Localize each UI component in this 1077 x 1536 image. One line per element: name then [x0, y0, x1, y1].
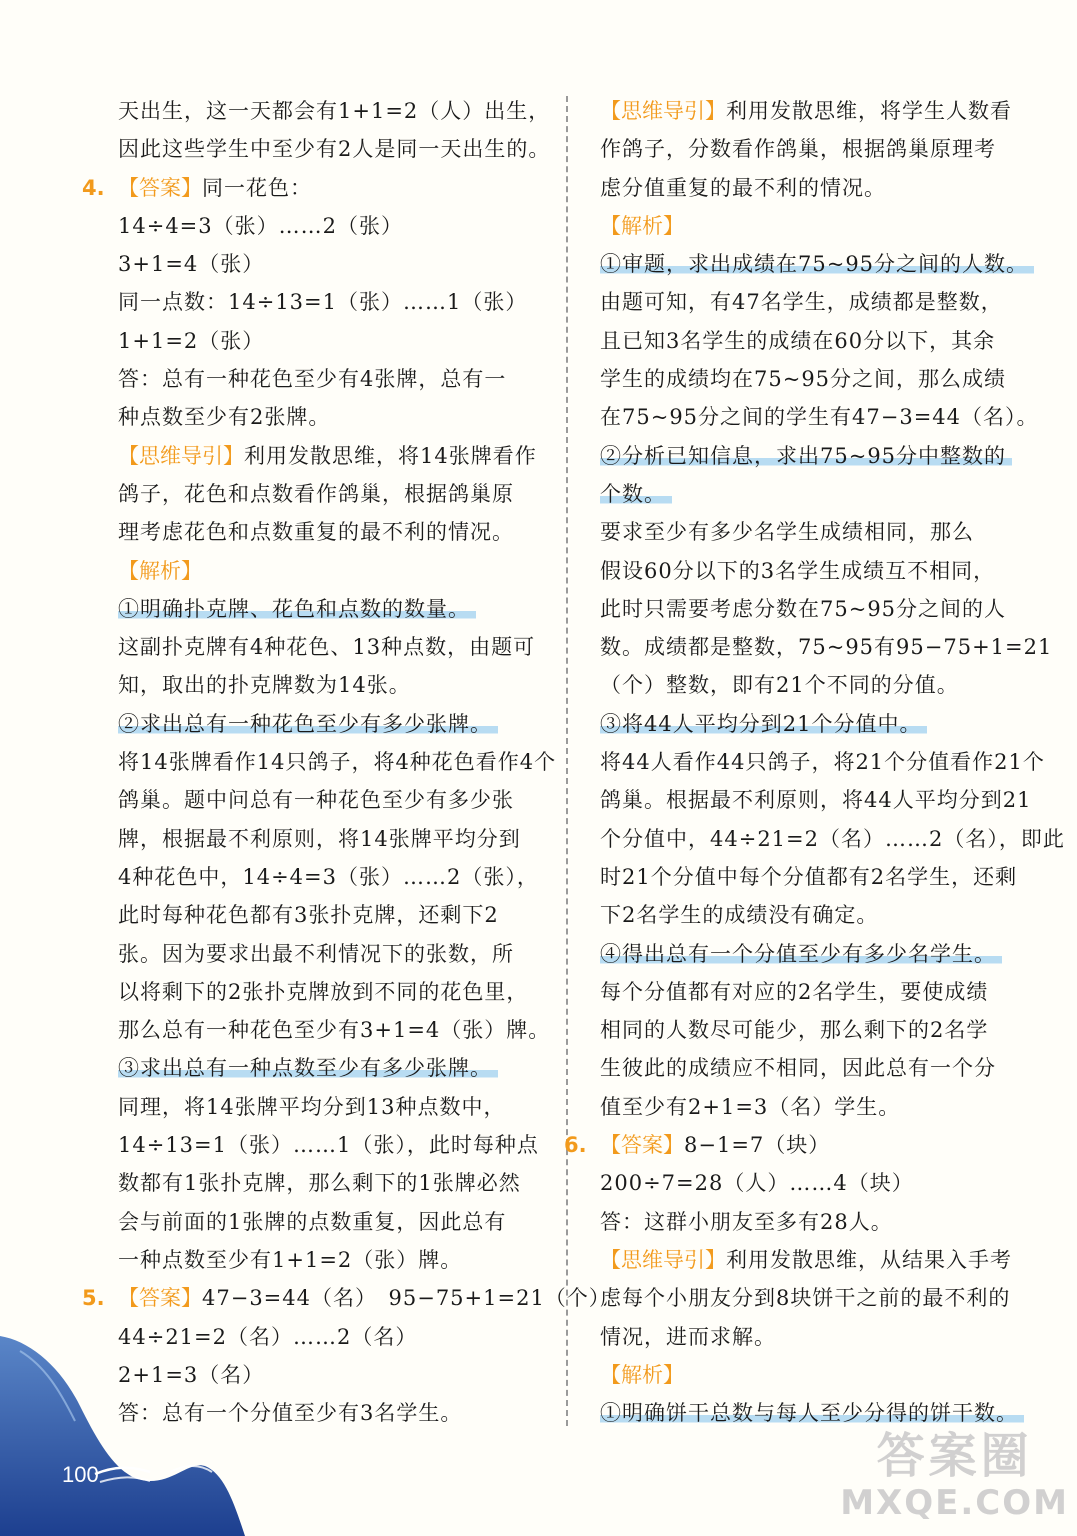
text-line — [118, 973, 550, 1011]
line-text: 1+1=2（张） — [118, 328, 265, 353]
text-line — [118, 437, 550, 475]
corner-wave-decoration — [0, 1296, 250, 1536]
text-line — [118, 1088, 550, 1126]
line-text: 相同的人数尽可能少，那么剩下的2名学 — [600, 1018, 989, 1043]
text-line — [118, 705, 550, 743]
text-line — [600, 475, 1030, 513]
text-line — [118, 322, 550, 360]
line-text: 利用发散思维，从结果入手考 — [726, 1247, 1012, 1272]
text-line — [600, 590, 1030, 628]
line-text: 天出生，这一天都会有1+1=2（人）出生， — [118, 99, 551, 123]
line-text: 200÷7=28（人）……4（块） — [600, 1171, 914, 1196]
text-line — [118, 283, 550, 321]
line-text: 情况，进而求解。 — [600, 1324, 776, 1349]
text-line — [600, 1318, 1030, 1356]
text-line — [600, 781, 1030, 819]
text-line — [600, 743, 1045, 781]
step-heading: ②分析已知信息，求出75~95分中整数的 — [600, 444, 1012, 468]
line-text: 且已知3名学生的成绩在60分以下，其余 — [600, 328, 996, 353]
line-text: 3+1=4（张） — [118, 252, 265, 277]
line-text: 答：这群小朋友至多有28人。 — [600, 1209, 893, 1234]
section-tag: 【答案】 — [118, 1286, 202, 1311]
line-text: 同一花色： — [202, 175, 312, 200]
line-text: 鸽子，花色和点数看作鸽巢，根据鸽巢原 — [118, 481, 514, 506]
text-line — [118, 1241, 550, 1279]
text-line — [118, 743, 557, 781]
text-line — [118, 475, 550, 513]
line-text: 理考虑花色和点数重复的最不利的情况。 — [118, 520, 514, 545]
text-line — [600, 820, 1065, 858]
line-text: 由题可知，有47名学生，成绩都是整数， — [600, 290, 1003, 315]
text-line — [600, 1049, 1030, 1087]
text-line — [600, 360, 1030, 398]
line-text: 14÷4=3（张）……2（张） — [118, 213, 403, 238]
column-divider — [566, 96, 568, 1426]
text-line — [82, 169, 550, 207]
text-line — [600, 169, 1030, 207]
line-text: 同一点数：14÷13=1（张）……1（张） — [118, 290, 528, 315]
line-text: 利用发散思维，将14张牌看作 — [244, 443, 537, 468]
page-number: 100 — [62, 1462, 99, 1487]
line-text: 以将剩下的2张扑克牌放到不同的花色里， — [118, 979, 529, 1004]
text-line — [600, 1394, 1030, 1432]
line-text: 学生的成绩均在75~95分之间，那么成绩 — [600, 367, 1007, 392]
line-text: 生彼此的成绩应不相同，因此总有一个分 — [600, 1056, 996, 1081]
text-line — [118, 858, 550, 896]
line-text: 2+1=3（名） — [118, 1362, 265, 1387]
step-heading: ③将44人平均分到21个分值中。 — [600, 712, 927, 736]
line-text: 将44人看作44只鸽子，将21个分值看作21个 — [600, 750, 1045, 775]
text-line — [118, 130, 550, 168]
text-line — [600, 130, 1030, 168]
line-text: 数。成绩都是整数，75~95有95−75+1=21 — [600, 635, 1053, 660]
line-text: 虑每个小朋友分到8块饼干之前的最不利的 — [600, 1286, 1011, 1311]
text-line — [118, 781, 550, 819]
text-line — [600, 552, 1030, 590]
text-line — [118, 1203, 550, 1241]
step-heading: ③求出总有一种点数至少有多少张牌。 — [118, 1056, 498, 1080]
watermark-url: MXQE.COM — [840, 1483, 1069, 1523]
text-line — [600, 398, 1039, 436]
section-tag: 【答案】 — [118, 175, 202, 200]
text-line — [118, 1049, 550, 1087]
step-heading: ①明确扑克牌、花色和点数的数量。 — [118, 597, 476, 621]
line-text: 4种花色中，14÷4=3（张）……2（张）， — [118, 864, 539, 889]
line-text: 下2名学生的成绩没有确定。 — [600, 903, 879, 928]
text-line — [600, 1356, 1030, 1394]
text-line — [118, 245, 550, 283]
watermark-main: 答案圈 — [876, 1428, 1033, 1484]
text-line — [600, 1203, 1030, 1241]
text-line — [118, 552, 550, 590]
watermark — [840, 1428, 1069, 1522]
text-line — [600, 1164, 1030, 1202]
step-heading: ④得出总有一个分值至少有多少名学生。 — [600, 942, 1002, 966]
text-line — [600, 207, 1030, 245]
line-text: 8−1=7（块） — [684, 1133, 831, 1158]
line-text: 将14张牌看作14只鸽子，将4种花色看作4个 — [118, 750, 557, 775]
line-text: 答：总有一种花色至少有4张牌，总有一 — [118, 367, 507, 392]
line-text: 知，取出的扑克牌数为14张。 — [118, 673, 411, 698]
line-text: 时21个分值中每个分值都有2名学生，还剩 — [600, 864, 1018, 889]
text-line — [600, 628, 1053, 666]
line-text: 种点数至少有2张牌。 — [118, 405, 331, 430]
line-text: 那么总有一种花色至少有3+1=4（张）牌。 — [118, 1018, 551, 1043]
line-text: 此时只需要考虑分数在75~95分之间的人 — [600, 596, 1007, 621]
line-text: 14÷13=1（张）……1（张），此时每种点 — [118, 1133, 539, 1158]
line-text: 鸽巢。根据最不利原则，将44人平均分到21 — [600, 788, 1032, 813]
section-tag: 【答案】 — [600, 1133, 684, 1158]
line-text: 因此这些学生中至少有2人是同一天出生的。 — [118, 137, 551, 162]
section-tag: 【解析】 — [118, 558, 202, 583]
section-tag: 【思维导引】 — [600, 99, 726, 123]
line-text: 假设60分以下的3名学生成绩互不相同， — [600, 558, 996, 583]
text-line — [600, 896, 1030, 934]
text-line — [118, 398, 550, 436]
left-column — [82, 92, 611, 1432]
question-number: 6. — [564, 1133, 587, 1158]
text-line — [600, 973, 1030, 1011]
line-text: 利用发散思维，将学生人数看 — [726, 99, 1012, 123]
text-line — [600, 1088, 1030, 1126]
text-line — [600, 935, 1030, 973]
text-line — [118, 820, 550, 858]
step-heading: ①审题，求出成绩在75~95分之间的人数。 — [600, 252, 1034, 276]
section-tag: 【思维导引】 — [600, 1247, 726, 1272]
text-line — [600, 666, 1030, 704]
text-line — [600, 513, 1030, 551]
question-number: 4. — [82, 175, 105, 200]
text-line — [118, 935, 550, 973]
section-tag: 【思维导引】 — [118, 443, 244, 468]
text-line — [564, 1126, 1030, 1164]
line-text: 在75~95分之间的学生有47−3=44（名）。 — [600, 405, 1039, 430]
text-line — [600, 1279, 1030, 1317]
text-line — [118, 207, 550, 245]
line-text: 此时每种花色都有3张扑克牌，还剩下2 — [118, 903, 499, 928]
text-line — [600, 1241, 1030, 1279]
text-line — [118, 666, 550, 704]
line-text: 44÷21=2（名）……2（名） — [118, 1324, 418, 1349]
text-line — [118, 896, 550, 934]
step-heading: ②求出总有一种花色至少有多少张牌。 — [118, 712, 498, 736]
text-line — [600, 1011, 1030, 1049]
line-text: 一种点数至少有1+1=2（张）牌。 — [118, 1247, 463, 1272]
text-line — [118, 1126, 550, 1164]
text-line — [118, 360, 550, 398]
text-line — [600, 437, 1030, 475]
line-text: 作鸽子，分数看作鸽巢，根据鸽巢原理考 — [600, 137, 996, 162]
section-tag: 【解析】 — [600, 1362, 684, 1387]
step-heading: 个数。 — [600, 482, 672, 506]
section-tag: 【解析】 — [600, 213, 684, 238]
line-text: 47−3=44（名） 95−75+1=21（个） — [202, 1286, 611, 1311]
step-heading: ①明确饼干总数与每人至少分得的饼干数。 — [600, 1401, 1024, 1425]
line-text: 同理，将14张牌平均分到13种点数中， — [118, 1094, 506, 1119]
line-text: 这副扑克牌有4种花色、13种点数，由题可 — [118, 635, 536, 660]
text-line — [600, 92, 1030, 130]
text-line — [600, 283, 1030, 321]
line-text: 要求至少有多少名学生成绩相同，那么 — [600, 520, 974, 545]
text-line — [118, 513, 550, 551]
text-line — [600, 858, 1030, 896]
question-number: 5. — [82, 1286, 105, 1311]
text-line — [118, 590, 550, 628]
text-line — [118, 1011, 550, 1049]
line-text: 鸽巢。题中问总有一种花色至少有多少张 — [118, 788, 514, 813]
text-line — [600, 245, 1030, 283]
line-text: （个）整数，即有21个不同的分值。 — [600, 673, 959, 698]
line-text: 值至少有2+1=3（名）学生。 — [600, 1094, 901, 1119]
text-line — [118, 1164, 550, 1202]
line-text: 张。因为要求出最不利情况下的张数，所 — [118, 941, 514, 966]
text-line — [600, 705, 1030, 743]
line-text: 每个分值都有对应的2名学生，要使成绩 — [600, 979, 989, 1004]
line-text: 个分值中，44÷21=2（名）……2（名），即此 — [600, 826, 1065, 851]
line-text: 虑分值重复的最不利的情况。 — [600, 175, 886, 200]
text-line — [600, 322, 1030, 360]
line-text: 牌，根据最不利原则，将14张牌平均分到 — [118, 826, 521, 851]
line-text: 数都有1张扑克牌，那么剩下的1张牌必然 — [118, 1171, 521, 1196]
text-line — [118, 92, 550, 130]
right-column — [564, 92, 1065, 1432]
text-line — [118, 628, 550, 666]
line-text: 会与前面的1张牌的点数重复，因此总有 — [118, 1209, 507, 1234]
line-text: 答：总有一个分值至少有3名学生。 — [118, 1401, 463, 1426]
